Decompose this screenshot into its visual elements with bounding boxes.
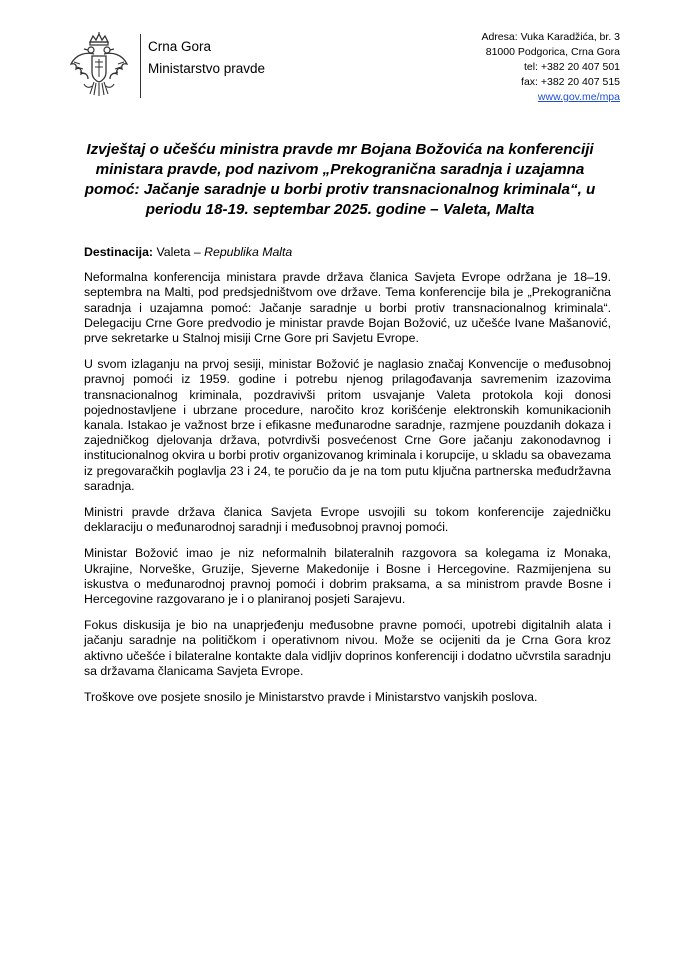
report-body xyxy=(84,245,611,716)
fax-line: fax: +382 20 407 515 xyxy=(521,76,620,88)
website-link[interactable]: www.gov.me/mpa xyxy=(537,91,620,103)
coat-of-arms-icon xyxy=(68,32,130,100)
contact-block xyxy=(481,30,620,105)
paragraph-focus: Fokus diskusija je bio na unaprjeđenju međusobne pravne pomoći, upotrebi digitalnih alata i jačanju saradnje na političkom i operativnom nivou. Može se ocijeniti da je Crna Gora kroz aktivno učešće i bilateralne kontakte dala vidljiv doprinos konferenciji i dodatno učvrstila saradnju sa državama članicama Savjeta Evrope. xyxy=(84,618,612,678)
paragraph-conference: Neformalna konferencija ministara pravde država članica Savjeta Evrope održana je 18–19. septembra na Malti, pod predsjedništvom ove države. Tema konferencije bila je „Prekogranična saradnja i uzajamna pomoć: Jačanje saradnje u borbi protiv transnacionalnog kriminala“. Delegaciju Crne Gore predvodio je ministar pravde Bojan Božović, uz učešće Ivane Mašanović, prve sekretarke u Stalnoj misiji Crne Gore pri Savjetu Evrope. xyxy=(84,270,611,346)
report-title: Izvještaj o učešću ministra pravde mr Bojana Božovića na konferenciji ministara pravde, pod nazivom „Prekogranična saradnja i uzajamna pomoć: Jačanje saradnje u borbi protiv transnacionalnog kriminala“, u periodu 18-19. septembar 2025. godine – Valeta, Malta xyxy=(84,141,596,218)
letterhead xyxy=(68,30,620,105)
paragraph-declaration: Ministri pravde država članica Savjeta Evrope usvojili su tokom konferencije zajedničku deklaraciju o međunarodnoj saradnji i međusobnoj pravnoj pomoći. xyxy=(84,505,611,535)
destination-line xyxy=(84,245,611,260)
destination-label: Destinacija: xyxy=(84,245,154,259)
ministry-name: Ministarstvo pravde xyxy=(148,61,266,76)
paragraph-speech: U svom izlaganju na prvoj sesiji, ministar Božović je naglasio značaj Konvencije o međusobnoj pravnoj pomoći iz 1959. godine i potrebu njenog prilagođavanja savremenim izazovima transnacionalnog kriminala, pozdravivši pritom usvajanje Valeta protokola koji donosi pojednostavljene i ubrzane procedure, naročito kroz korišćenje elektronskih komunikacionih kanala. Istakao je važnost brze i efikasne međunarodne saradnje, razmjene pouzdanih dokaza i zajedničkog djelovanja država, potvrdivši posvećenost Crne Gore jačanju zakonodavnog i institucionalnog okvira u borbi protiv organizovanog kriminala i korupcije, u skladu sa obavezama iz pregovaračkih poglavlja 23 i 24, te poručio da je na tom putu ključna partnerska međudržavna saradnja. xyxy=(84,357,612,493)
organization-name xyxy=(148,36,265,80)
city-line: 81000 Podgorica, Crna Gora xyxy=(485,46,620,58)
destination-country: Republika Malta xyxy=(204,245,293,259)
paragraph-bilateral: Ministar Božović imao je niz neformalnih bilateralnih razgovora sa kolegama iz Monaka, Ukrajine, Norveške, Gruzije, Sjeverne Makedonije i Bosne i Hercegovine. Razmijenjena su iskustva o međunarodnoj pravnoj pomoći i dobrim praksama, a sa ministrom pravde Bosne i Hercegovine razgovarano je i o planiranoj posjeti Sarajevu. xyxy=(84,546,611,607)
phone-line: tel: +382 20 407 501 xyxy=(523,61,620,73)
country-name: Crna Gora xyxy=(148,39,212,54)
paragraph-costs: Troškove ove posjete snosilo je Ministarstvo pravde i Ministarstvo vanjskih poslova. xyxy=(84,690,538,705)
header-divider xyxy=(140,34,141,98)
coat-of-arms-graphic xyxy=(68,32,130,100)
address-line: Adresa: Vuka Karadžića, br. 3 xyxy=(481,31,620,43)
destination-city: Valeta – xyxy=(156,245,201,259)
